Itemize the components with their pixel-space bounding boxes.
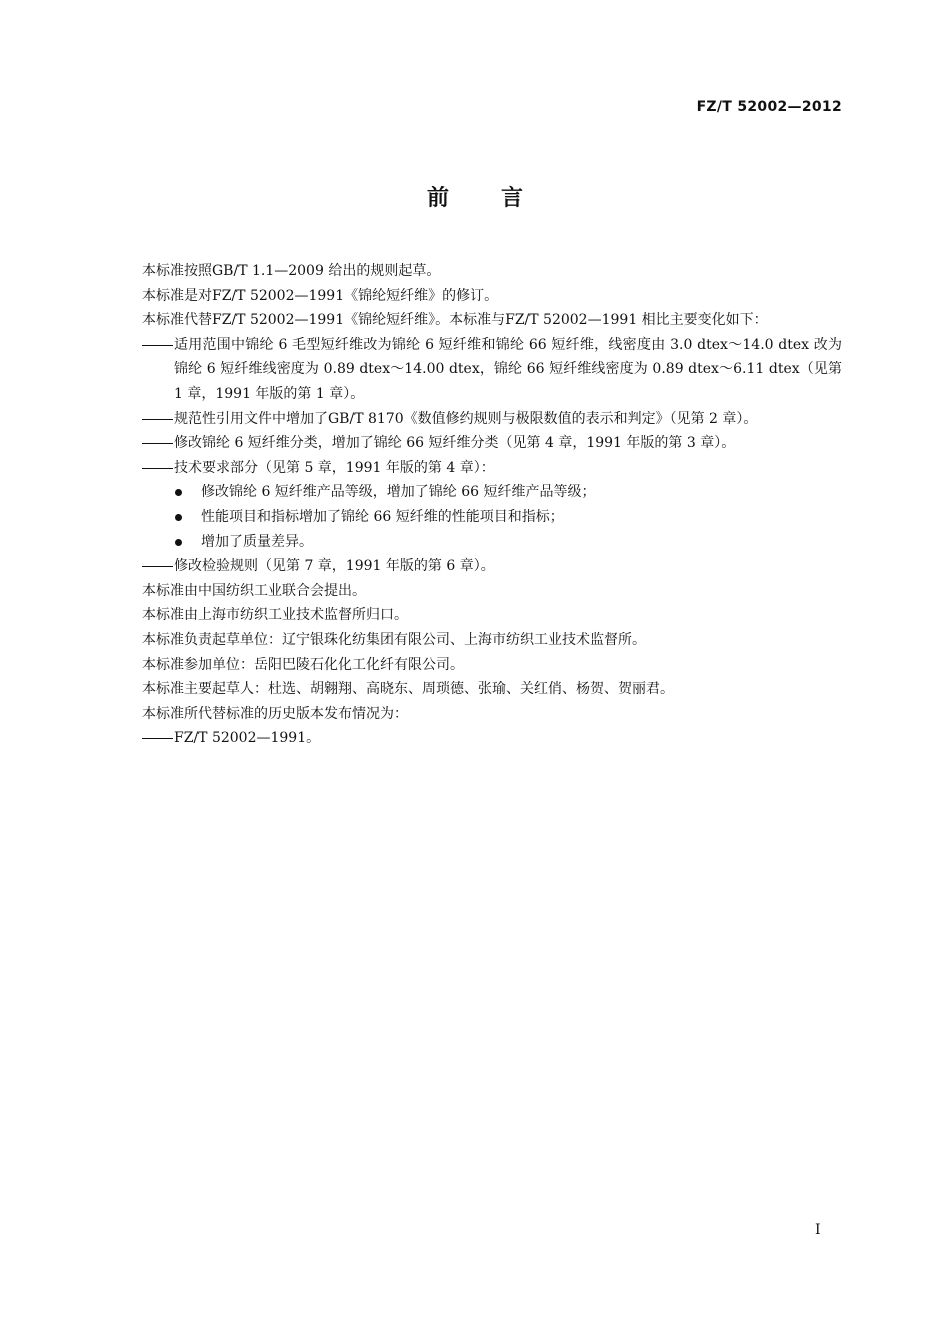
history-version-text: FZ/T 52002—1991。: [174, 730, 321, 747]
bullet-dot-icon: [175, 514, 182, 521]
page-title: 前言: [426, 186, 575, 211]
change-item-classification: [142, 431, 842, 456]
page-number: I: [815, 1222, 821, 1238]
bullet-text: 增加了质量差异。: [201, 533, 313, 550]
bullet-dot-icon: [175, 539, 182, 546]
paragraph: 本标准所代替标准的历史版本发布情况为：: [142, 705, 408, 722]
paragraph: 本标准负责起草单位：辽宁银珠化纺集团有限公司、上海市纺织工业技术监督所。: [142, 631, 646, 648]
paragraph: 本标准参加单位：岳阳巴陵石化化工化纤有限公司。: [142, 656, 464, 673]
paragraph: 本标准由中国纺织工业联合会提出。: [142, 582, 366, 599]
bullet-text: 性能项目和指标增加了锦纶 66 短纤维的性能项目和指标；: [201, 508, 564, 525]
history-version-item: [142, 726, 842, 751]
bullet-item: [142, 505, 842, 530]
paragraph: 本标准主要起草人：杜选、胡翱翔、高晓东、周琐德、张瑜、关红俏、杨贺、贺丽君。: [142, 681, 674, 698]
paragraph: 本标准代替FZ/T 52002—1991《锦纶短纤维》。本标准与FZ/T 52002—1991 相比主要变化如下：: [142, 312, 768, 329]
foreword-body: [142, 259, 842, 751]
change-item-text: 技术要求部分（见第 5 章，1991 年版的第 4 章）：: [174, 459, 495, 476]
change-item-inspection: [142, 554, 842, 579]
change-item-text: 修改锦纶 6 短纤维分类，增加了锦纶 66 短纤维分类（见第 4 章，1991 年版的第 3 章）。: [174, 435, 736, 452]
change-item-requirements: [142, 456, 842, 481]
bullet-text: 修改锦纶 6 短纤维产品等级，增加了锦纶 66 短纤维产品等级；: [201, 484, 596, 501]
paragraph: 本标准按照GB/T 1.1—2009 给出的规则起草。: [142, 263, 441, 279]
bullet-dot-icon: [175, 489, 182, 496]
standard-code: FZ/T 52002—2012: [696, 99, 842, 115]
paragraph: 本标准由上海市纺织工业技术监督所归口。: [142, 607, 408, 624]
paragraph: 本标准是对FZ/T 52002—1991《锦纶短纤维》的修订。: [142, 287, 499, 304]
bullet-item: [142, 530, 842, 555]
change-item-text: 规范性引用文件中增加了GB/T 8170《数值修约规则与极限数值的表示和判定》（见第 2 章）。: [174, 410, 758, 427]
bullet-item: [142, 480, 842, 505]
change-item-references: [142, 407, 842, 432]
change-item-text: 适用范围中锦纶 6 毛型短纤维改为锦纶 6 短纤维和锦纶 66 短纤维，线密度由 3.0 dtex～14.0 dtex 改为锦纶 6 短纤维线密度为 0.89 dtex～14.00 dtex，锦纶 66 短纤维线密度为 0.89 dtex～6.11 dtex（见第 1 章，1991 年版的第 1 章）。: [174, 336, 842, 402]
change-item-text: 修改检验规则（见第 7 章，1991 年版的第 6 章）。: [174, 558, 495, 575]
change-item-scope: [142, 333, 842, 407]
